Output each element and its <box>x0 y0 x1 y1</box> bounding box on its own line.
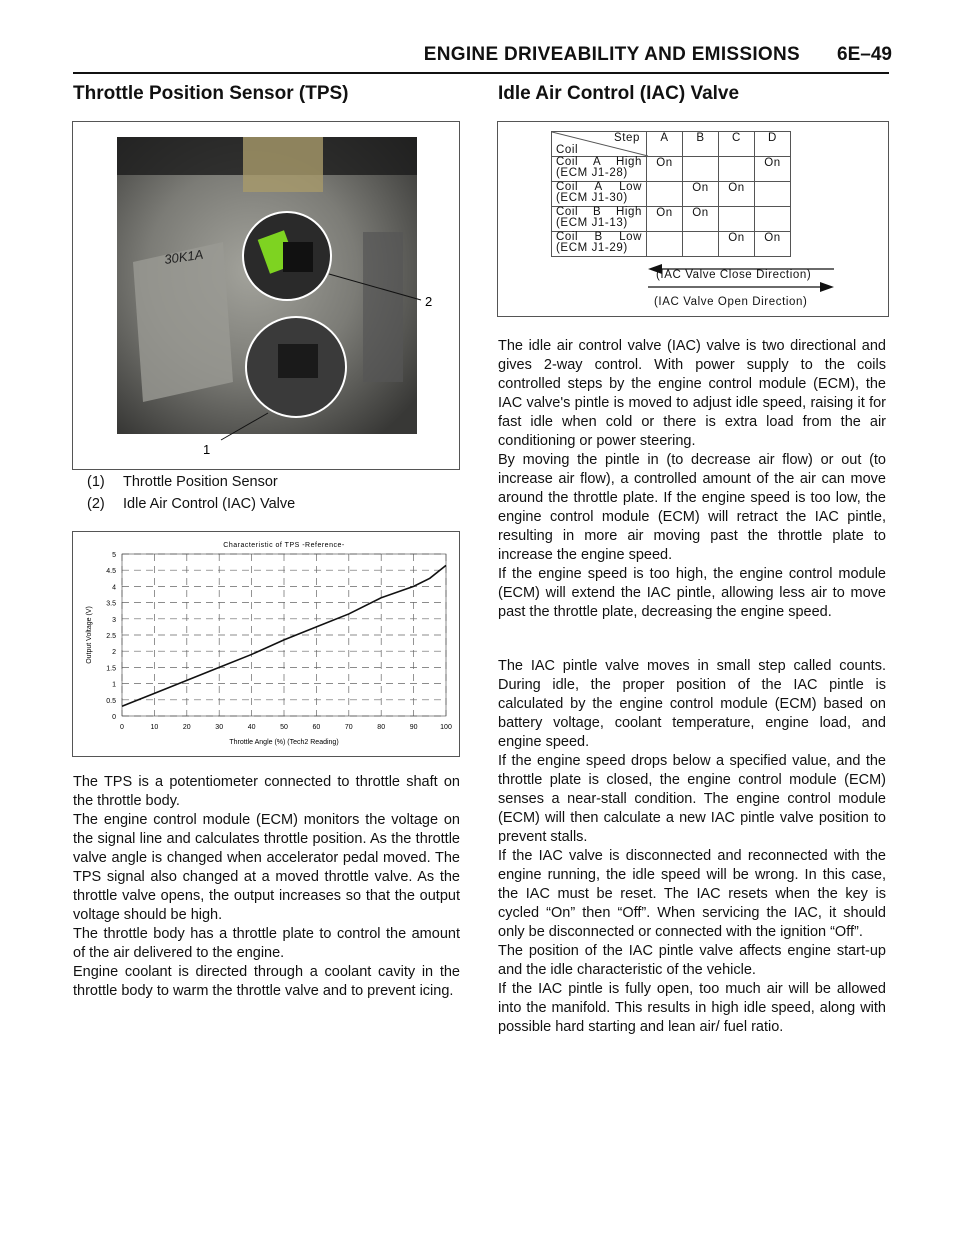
x-tick-label: 80 <box>377 724 386 731</box>
callout-1: 1 <box>203 442 211 457</box>
tps-figure-frame <box>72 121 460 470</box>
x-tick-label: 90 <box>409 724 418 731</box>
iac-figure-frame <box>497 121 889 317</box>
step-header: A <box>647 132 683 157</box>
throttle-body-photo <box>73 122 459 469</box>
header-rule <box>73 72 889 74</box>
caption-1: (1) Throttle Position Sensor <box>87 474 278 490</box>
paragraph: The IAC pintle valve moves in small step called counts. During idle, the proper position of the IAC pintle is calculated by the engine control module (ECM) based on battery voltage, coolant temperature, engine load, and engine speed. <box>498 658 886 750</box>
iac-description-2 <box>498 657 886 1037</box>
paragraph: The TPS is a potentiometer connected to throttle shaft on the throttle body. <box>73 774 460 809</box>
tps-heading: Throttle Position Sensor (TPS) <box>73 83 349 104</box>
paragraph: If the engine speed drops below a specified value, and the throttle plate is closed, the engine control module (ECM) senses a near-stall condition. The engine control module (ECM) will then calculate a new IAC pintle valve position to prevent stalls. <box>498 753 886 845</box>
y-tick-label: 1.5 <box>106 665 116 673</box>
paragraph: Engine coolant is directed through a coolant cavity in the throttle body to warm the throttle valve and to prevent icing. <box>73 964 460 999</box>
paragraph: The position of the IAC pintle valve affects engine start-up and the idle characteristic of the vehicle. <box>498 943 886 978</box>
paragraph: If the IAC pintle is fully open, too much air will be allowed into the manifold. This results in high idle speed, along with possible hard starting and lean air/ fuel ratio. <box>498 981 886 1035</box>
table-corner: Step Coil <box>552 132 647 157</box>
y-tick-label: 2.5 <box>106 633 116 640</box>
y-tick-label: 2 <box>112 649 116 657</box>
close-direction-label: (IAC Valve Close Direction) <box>656 269 812 281</box>
y-tick-label: 4 <box>112 584 116 592</box>
tps-characteristic-chart <box>73 532 459 756</box>
direction-arrows <box>498 122 888 316</box>
x-tick-label: 100 <box>440 724 452 731</box>
paragraph: The engine control module (ECM) monitors the voltage on the signal line and calculates throttle position. As the throttle valve angle is changed when accelerator pedal moved. The TPS signal also changed at a moved throttle valve. As the throttle valve opens, the output increases so that the output voltage should be high. <box>73 812 460 923</box>
y-tick-label: 5 <box>112 552 116 559</box>
page-number: 6E–49 <box>837 44 892 65</box>
y-tick-label: 0 <box>112 714 116 721</box>
caption-2: (2) Idle Air Control (IAC) Valve <box>87 496 296 512</box>
table-row: Coil A Low (ECM J1-30) On On <box>552 182 791 207</box>
iac-heading: Idle Air Control (IAC) Valve <box>498 83 740 104</box>
y-tick-label: 3.5 <box>106 600 116 608</box>
callout-2: 2 <box>425 294 433 309</box>
y-axis-label: Output Voltage (V) <box>86 606 93 664</box>
tps-description <box>73 773 460 1001</box>
paragraph: By moving the pintle in (to decrease air flow) or out (to increase air flow), a controlled amount of the air can move around the throttle plate. If the engine speed is too low, the engine control module (ECM) will retract the IAC pintle, resulting in more air moving past the throttle plate to increase the engine speed. <box>498 452 886 563</box>
iac-description-1 <box>498 337 886 622</box>
open-arrow-head <box>820 282 834 292</box>
x-tick-label: 50 <box>280 724 288 731</box>
y-tick-label: 1 <box>112 681 116 689</box>
y-tick-label: 3 <box>112 616 116 624</box>
tps-chart-frame <box>72 531 460 757</box>
step-header: B <box>683 132 719 157</box>
tps-connector <box>283 242 313 272</box>
x-tick-label: 60 <box>312 724 321 731</box>
step-header: D <box>755 132 791 157</box>
table-row: Coil B High (ECM J1-13) On On <box>552 207 791 232</box>
step-header: C <box>719 132 755 157</box>
photo-marking: 30K1A <box>163 246 205 267</box>
y-tick-label: 4.5 <box>106 568 116 576</box>
x-tick-label: 0 <box>120 724 124 731</box>
x-tick-label: 10 <box>150 724 159 731</box>
x-tick-label: 20 <box>182 724 191 731</box>
y-tick-label: 0.5 <box>106 697 116 705</box>
x-tick-label: 70 <box>344 724 353 731</box>
open-direction-label: (IAC Valve Open Direction) <box>654 296 808 308</box>
paragraph: The idle air control valve (IAC) valve is two directional and gives 2-way control. With power supply to the coils controlled steps by the engine control module (ECM), the IAC valve's pintle is moved to adjust idle speed, raising it for fast idle when cold or there is extra load from the air conditioning or power steering. <box>498 338 886 449</box>
x-tick-label: 40 <box>247 724 256 731</box>
x-axis-label: Throttle Angle (%) (Tech2 Reading) <box>229 739 339 746</box>
table-row: Coil A High (ECM J1-28) On On <box>552 157 791 182</box>
paragraph: If the IAC valve is disconnected and reconnected with the engine running, the idle speed will be wrong. In this case, the IAC must be reset. The IAC resets when the key is cycled “On” then “Off”. When servicing the IAC, it should only be disconnected or connected with the ignition “Off”. <box>498 848 886 940</box>
chart-title: Characteristic of TPS -Reference- <box>223 542 345 549</box>
table-row: Coil B Low (ECM J1-29) On On <box>552 232 791 257</box>
paragraph: The throttle body has a throttle plate to control the amount of the air delivered to the engine. <box>73 926 460 961</box>
figure-captions <box>87 471 447 515</box>
x-tick-label: 30 <box>215 724 224 731</box>
iac-connector <box>278 344 318 378</box>
running-header-title: ENGINE DRIVEABILITY AND EMISSIONS <box>423 44 800 65</box>
paragraph: If the engine speed is too high, the engine control module (ECM) will extend the IAC pintle, allowing less air to move past the throttle plate, decreasing the engine speed. <box>498 566 886 620</box>
